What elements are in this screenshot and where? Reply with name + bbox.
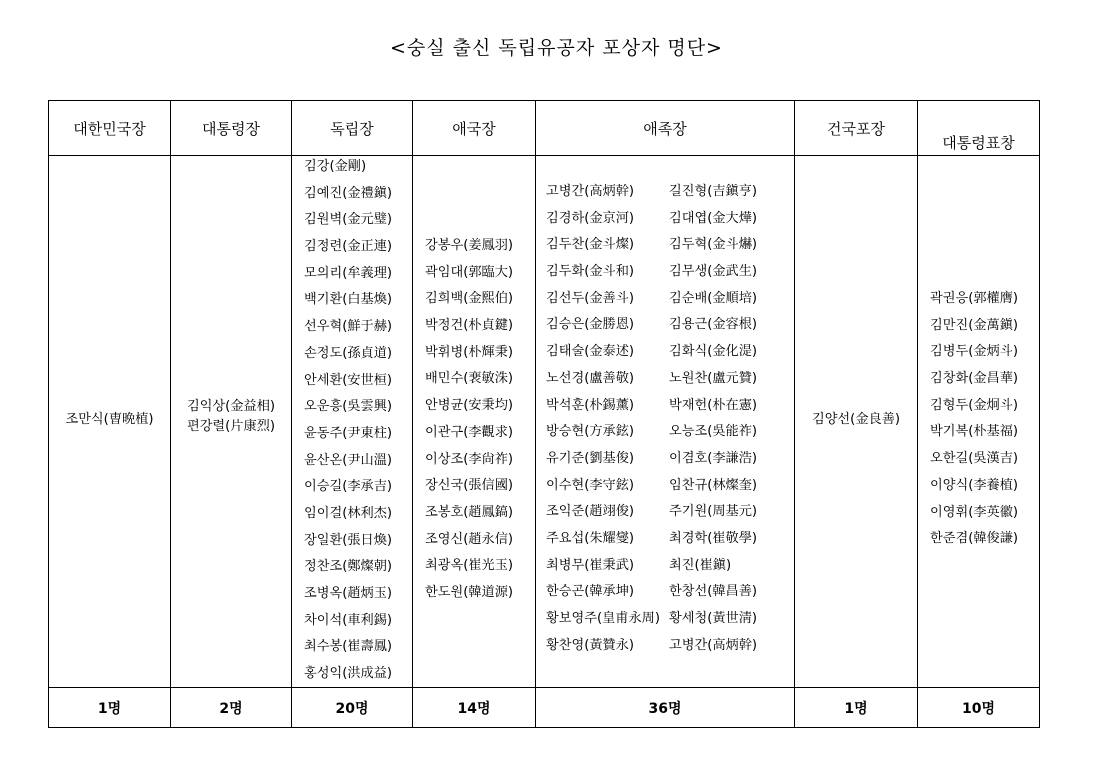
awardee-name: 장신국(張信國)	[425, 478, 514, 494]
awardee-name: 김정련(金正連)	[304, 239, 393, 255]
awardee-name: 주기원(周基元)	[669, 504, 758, 520]
awardee-name: 조영신(趙永信)	[425, 531, 514, 547]
awardee-name: 오능조(吳能祚)	[669, 424, 758, 440]
awardee-name: 한준겸(韓俊謙)	[930, 531, 1019, 547]
awardee-name: 김강(金剛)	[304, 159, 367, 174]
awardee-name: 박정건(朴貞鍵)	[425, 318, 514, 334]
awardee-name: 김희백(金熙伯)	[425, 291, 514, 307]
awardee-name: 주요섭(朱耀燮)	[546, 530, 635, 546]
awardee-name: 오운흥(吳雲興)	[304, 399, 393, 415]
awardee-name: 고병간(高炳幹)	[669, 637, 758, 653]
awardee-name: 김두혁(金斗爀)	[669, 237, 758, 253]
awardee-name: 김태술(金泰述)	[546, 344, 635, 360]
awardee-name: 김병두(金炳斗)	[930, 344, 1019, 360]
header-patriot: 애국장	[452, 119, 496, 138]
total-founding: 1명	[844, 700, 868, 717]
awardee-name: 홍성익(洪成益)	[304, 666, 393, 682]
awardee-name: 이관구(李觀求)	[425, 424, 514, 440]
awardee-name: 이상조(李尙祚)	[425, 451, 514, 467]
awardee-name: 김창화(金昌華)	[930, 371, 1019, 387]
column-divider	[535, 101, 536, 727]
awardee-name: 박재헌(朴在憲)	[669, 397, 758, 413]
column-divider	[917, 101, 918, 727]
awardee-name: 노선경(盧善敬)	[546, 370, 635, 386]
awardee-name: 박휘병(朴輝秉)	[425, 344, 514, 360]
awardee-name: 최병무(崔秉武)	[546, 557, 635, 573]
awardee-name: 방승현(方承鉉)	[546, 424, 635, 440]
awardee-name: 최수봉(崔壽鳳)	[304, 639, 393, 655]
awardee-name: 김두찬(金斗燦)	[546, 237, 635, 253]
awardee-name: 김대엽(金大燁)	[669, 210, 758, 226]
awardee-name: 고병간(高炳幹)	[546, 184, 635, 199]
total-korea: 1명	[97, 700, 122, 717]
awardee-name: 최경학(崔敬學)	[669, 530, 758, 546]
awardee-name: 한창선(韓昌善)	[669, 584, 758, 600]
total-patriot: 14명	[457, 700, 491, 717]
awardee-name: 한도원(韓道源)	[425, 584, 514, 600]
awardee-name: 선우혁(鮮于赫)	[304, 319, 393, 335]
awardee-name: 오한길(吳漢吉)	[930, 451, 1019, 467]
awardee-name: 김경하(金京河)	[546, 210, 635, 226]
awardee-name: 임이걸(林利杰)	[304, 505, 393, 521]
header-president: 대통령장	[202, 119, 260, 138]
totals-row	[49, 687, 1039, 727]
commendation-column	[930, 286, 1018, 553]
awardee-name: 김형두(金炯斗)	[930, 397, 1019, 413]
aejok-column-left	[546, 179, 660, 659]
awardee-name: 김익상(金益相)	[186, 399, 276, 414]
awardee-name: 김양선(金良善)	[811, 412, 901, 427]
awardees-table	[48, 100, 1040, 728]
document-title: <숭실 출신 독립유공자 포상자 명단>	[390, 37, 723, 59]
independence-column	[304, 154, 392, 688]
awardee-name: 노원찬(盧元贊)	[669, 370, 758, 386]
awardee-name: 장일환(張日煥)	[304, 532, 393, 548]
header-row	[49, 101, 1039, 156]
awardee-name: 황찬영(黃贊永)	[546, 637, 635, 653]
awardee-name: 황보영주(皇甫永周)	[546, 611, 660, 626]
awardee-name: 차이석(車利錫)	[304, 612, 393, 628]
awardee-name: 김승은(金勝恩)	[546, 317, 635, 333]
awardee-name: 김화식(金化湜)	[669, 344, 758, 360]
header-korea: 대한민국장	[73, 119, 146, 138]
awardee-name: 김순배(金順培)	[669, 290, 758, 306]
awardee-name: 안세환(安世桓)	[304, 372, 393, 388]
korea-column	[49, 410, 170, 430]
awardee-name: 김무생(金武生)	[669, 264, 758, 280]
header-aejok: 애족장	[643, 119, 687, 138]
awardee-name: 곽임대(郭臨大)	[425, 264, 514, 280]
awardee-name: 황세청(黃世淸)	[669, 611, 758, 626]
awardee-name: 유기준(劉基俊)	[546, 450, 635, 466]
president-column	[171, 397, 291, 437]
awardee-name: 안병균(安秉均)	[425, 398, 514, 414]
awardee-name: 김원벽(金元璧)	[304, 212, 393, 228]
total-aejok: 36명	[648, 700, 682, 717]
awardee-name: 이수현(李守鉉)	[546, 477, 635, 493]
awardee-name: 조봉호(趙鳳鎬)	[425, 504, 514, 520]
awardee-name: 윤동주(尹東柱)	[304, 425, 393, 441]
awardee-name: 백기환(白基煥)	[304, 292, 393, 308]
awardee-name: 편강렬(片康烈)	[186, 419, 276, 434]
awardee-name: 이양식(李養植)	[930, 477, 1019, 493]
aejok-column-right	[669, 179, 757, 659]
awardee-name: 손정도(孫貞道)	[304, 345, 393, 361]
header-commendation: 대통령표창	[942, 134, 1015, 152]
awardee-name: 이겸호(李謙浩)	[669, 450, 758, 466]
awardee-name: 김두화(金斗和)	[546, 264, 635, 280]
awardee-name: 박기복(朴基福)	[930, 424, 1019, 440]
awardee-name: 곽권응(郭權膺)	[930, 291, 1019, 306]
total-commendation: 10명	[961, 700, 995, 717]
awardee-name: 이승길(李承吉)	[304, 479, 393, 495]
awardee-name: 모의리(牟義理)	[304, 265, 393, 281]
awardee-name: 김선두(金善斗)	[546, 290, 635, 306]
awardee-name: 이영휘(李英徽)	[930, 504, 1019, 520]
awardee-name: 배민수(裵敏洙)	[425, 371, 514, 387]
awardee-name: 윤산온(尹山溫)	[304, 452, 393, 468]
column-divider	[412, 101, 413, 727]
awardee-name: 김만진(金萬鎭)	[930, 317, 1019, 333]
awardee-name: 김용근(金容根)	[669, 317, 758, 333]
awardee-name: 김예진(金禮鎭)	[304, 185, 393, 201]
patriot-column	[425, 233, 513, 607]
awardee-name: 조병옥(趙炳玉)	[304, 586, 393, 601]
header-founding: 건국포장	[827, 119, 885, 138]
column-divider	[291, 101, 292, 727]
awardee-name: 조만식(曺晩植)	[65, 412, 154, 427]
header-independence: 독립장	[330, 119, 374, 138]
awardee-name: 조익준(趙翊俊)	[546, 504, 635, 520]
total-president: 2명	[219, 700, 243, 717]
awardee-name: 최광옥(崔光玉)	[425, 558, 514, 574]
founding-column	[795, 410, 917, 430]
total-independence: 20명	[335, 700, 369, 717]
awardee-name: 최진(崔鎭)	[669, 557, 732, 573]
awardee-name: 길진형(吉鎭亨)	[669, 184, 758, 199]
awardee-name: 정찬조(鄭燦朝)	[304, 559, 393, 575]
awardee-name: 박석훈(朴錫薰)	[546, 397, 635, 413]
awardee-name: 강봉우(姜鳳羽)	[425, 238, 514, 253]
awardee-name: 한승곤(韓承坤)	[546, 584, 635, 600]
awardee-name: 임찬규(林燦奎)	[669, 477, 758, 493]
